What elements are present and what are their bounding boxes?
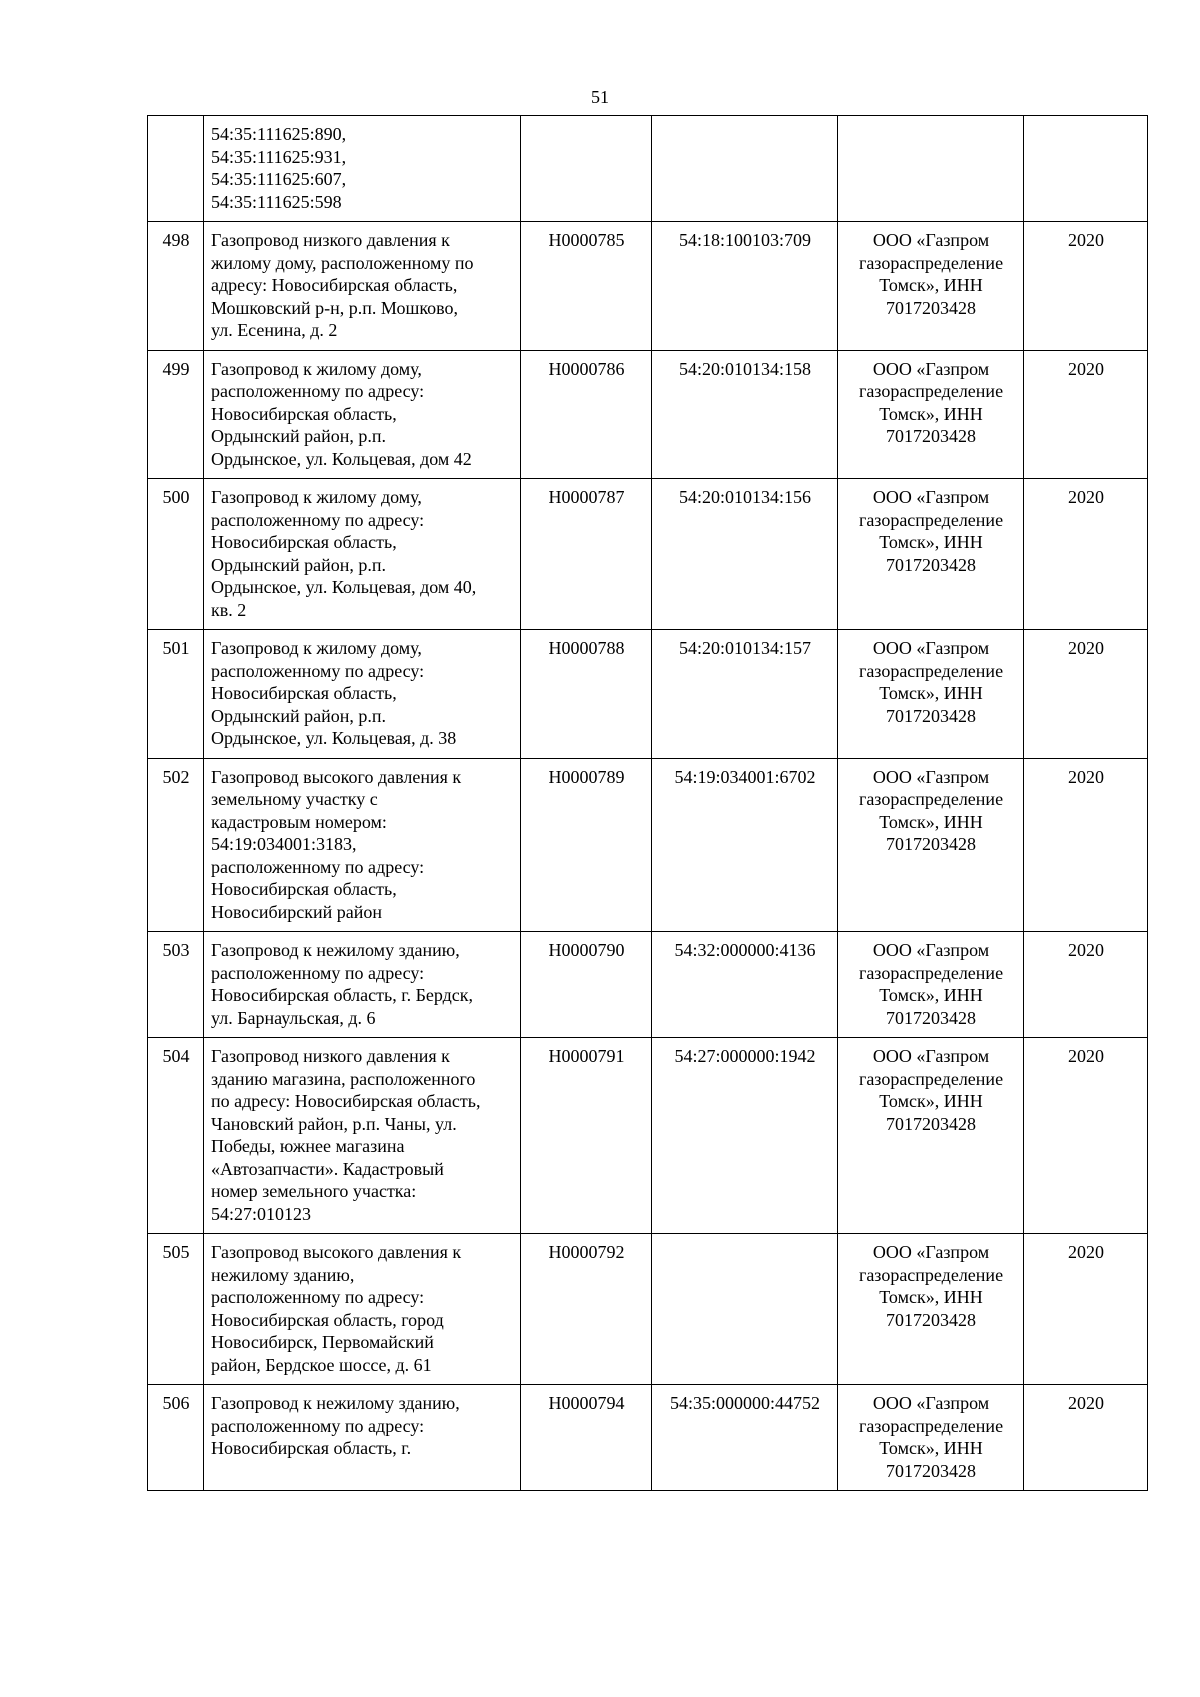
year-cell: 2020: [1024, 1385, 1148, 1491]
row-number-cell: 503: [148, 932, 204, 1038]
description-line: расположенному по адресу:: [211, 509, 425, 530]
description-line: ул. Барнаульская, д. 6: [211, 1007, 376, 1028]
year-cell: 2020: [1024, 630, 1148, 759]
description-line: Газопровод к жилому дому,: [211, 487, 422, 507]
description-line: Новосибирская область, г. Бердск,: [211, 985, 474, 1005]
description-line: 54:19:034001:3183,: [211, 834, 357, 854]
table-row: [148, 1038, 1148, 1234]
description-line: кадастровым номером:: [211, 811, 387, 832]
owner-cell: [838, 1038, 1024, 1234]
description-line: по адресу: Новосибирская область,: [211, 1091, 481, 1111]
owner-line: ООО «Газпром: [872, 358, 990, 379]
owner-line: ООО «Газпром: [872, 1393, 990, 1413]
description-line: Новосибирская область, город: [211, 1309, 444, 1330]
description-line: Новосибирская область,: [211, 879, 397, 899]
year-cell: 2020: [1024, 479, 1148, 630]
description-line: 54:27:010123: [211, 1203, 312, 1224]
table-row: [148, 222, 1148, 351]
owner-line: 7017203428: [886, 297, 976, 318]
cadastral-number-cell: 54:20:010134:158: [652, 350, 838, 479]
owner-line: Томск», ИНН: [879, 683, 983, 703]
row-number-cell: 502: [148, 758, 204, 932]
owner-line: газораспределение: [858, 1264, 1004, 1285]
owner-line: Томск», ИНН: [879, 1091, 983, 1111]
cadastral-number-cell: 54:35:000000:44752: [652, 1385, 838, 1491]
description-line: район, Бердское шоссе, д. 61: [211, 1354, 432, 1375]
owner-cell: [838, 116, 1024, 222]
inventory-code-cell: Н0000788: [521, 630, 652, 759]
owner-cell: [838, 758, 1024, 932]
owner-line: Томск», ИНН: [879, 1287, 983, 1307]
object-description-cell: [204, 1385, 521, 1491]
owner-line: 7017203428: [886, 1113, 976, 1134]
description-line: Газопровод низкого давления к: [211, 230, 450, 250]
owner-cell: [838, 1234, 1024, 1385]
description-line: расположенному по адресу:: [211, 660, 425, 681]
page-number: 51: [591, 87, 609, 107]
owner-cell: [838, 222, 1024, 351]
owner-line: ООО «Газпром: [872, 487, 990, 507]
table-row: [148, 350, 1148, 479]
object-description-cell: [204, 222, 521, 351]
object-description-cell: [204, 630, 521, 759]
description-line: Ордынский район, р.п.: [211, 426, 387, 446]
year-cell: 2020: [1024, 1234, 1148, 1385]
object-description-cell: [204, 932, 521, 1038]
year-cell: 2020: [1024, 1038, 1148, 1234]
owner-line: газораспределение: [858, 660, 1004, 681]
registry-table-body: [148, 116, 1148, 1491]
registry-table: [147, 115, 1148, 1491]
cadastral-number-cell: [652, 1234, 838, 1385]
description-line: «Автозапчасти». Кадастровый: [211, 1158, 444, 1179]
description-line: 54:35:111625:598: [211, 191, 342, 212]
owner-line: газораспределение: [858, 252, 1004, 273]
year-cell: [1024, 116, 1148, 222]
owner-line: ООО «Газпром: [872, 940, 990, 960]
description-line: Новосибирская область,: [211, 532, 397, 552]
description-line: Новосибирский район: [211, 901, 382, 922]
owner-line: газораспределение: [858, 962, 1004, 983]
inventory-code-cell: [521, 116, 652, 222]
description-line: Ордынское, ул. Кольцевая, дом 42: [211, 448, 472, 469]
description-line: зданию магазина, расположенного: [211, 1068, 476, 1089]
owner-cell: [838, 1385, 1024, 1491]
row-number-cell: 506: [148, 1385, 204, 1491]
table-row: [148, 479, 1148, 630]
description-line: нежилому зданию,: [211, 1264, 355, 1285]
description-line: адресу: Новосибирская область,: [211, 275, 458, 295]
description-line: Чановский район, р.п. Чаны, ул.: [211, 1113, 457, 1134]
inventory-code-cell: Н0000785: [521, 222, 652, 351]
inventory-code-cell: Н0000787: [521, 479, 652, 630]
table-row: [148, 932, 1148, 1038]
description-line: земельному участку с: [211, 789, 378, 809]
description-line: ул. Есенина, д. 2: [211, 320, 338, 340]
inventory-code-cell: Н0000790: [521, 932, 652, 1038]
cadastral-number-cell: 54:18:100103:709: [652, 222, 838, 351]
cadastral-number-cell: 54:27:000000:1942: [652, 1038, 838, 1234]
description-line: Ордынское, ул. Кольцевая, д. 38: [211, 728, 457, 748]
description-line: 54:35:111625:607,: [211, 169, 347, 189]
row-number-cell: 498: [148, 222, 204, 351]
row-number-cell: 500: [148, 479, 204, 630]
year-cell: 2020: [1024, 932, 1148, 1038]
owner-line: 7017203428: [886, 705, 976, 726]
description-line: кв. 2: [211, 599, 247, 620]
table-row: [148, 630, 1148, 759]
description-line: Газопровод низкого давления к: [211, 1046, 450, 1066]
table-row: [148, 1385, 1148, 1491]
owner-line: Томск», ИНН: [879, 275, 983, 295]
owner-line: газораспределение: [858, 1068, 1004, 1089]
description-line: Газопровод высокого давления к: [211, 766, 462, 787]
description-line: Ордынское, ул. Кольцевая, дом 40,: [211, 577, 477, 597]
description-line: расположенному по адресу:: [211, 856, 425, 877]
description-line: 54:35:111625:931,: [211, 146, 347, 167]
table-row: [148, 1234, 1148, 1385]
object-description-cell: [204, 479, 521, 630]
description-line: Новосибирская область,: [211, 403, 397, 424]
description-line: Новосибирская область, г.: [211, 1438, 412, 1458]
description-line: Газопровод к жилому дому,: [211, 358, 422, 379]
inventory-code-cell: Н0000786: [521, 350, 652, 479]
owner-line: ООО «Газпром: [872, 1046, 990, 1066]
table-row: [148, 116, 1148, 222]
owner-cell: [838, 932, 1024, 1038]
owner-line: газораспределение: [858, 381, 1004, 401]
inventory-code-cell: Н0000791: [521, 1038, 652, 1234]
object-description-cell: [204, 350, 521, 479]
owner-line: газораспределение: [858, 1415, 1004, 1436]
owner-cell: [838, 479, 1024, 630]
description-line: Новосибирская область,: [211, 683, 397, 703]
description-line: расположенному по адресу:: [211, 1415, 425, 1436]
owner-line: 7017203428: [886, 1460, 976, 1481]
description-line: расположенному по адресу:: [211, 381, 425, 401]
description-line: Ордынский район, р.п.: [211, 705, 387, 726]
owner-line: 7017203428: [886, 554, 976, 575]
description-line: расположенному по адресу:: [211, 962, 425, 983]
year-cell: 2020: [1024, 758, 1148, 932]
description-line: Победы, южнее магазина: [211, 1136, 405, 1156]
owner-line: 7017203428: [886, 1309, 976, 1330]
row-number-cell: 499: [148, 350, 204, 479]
description-line: Новосибирск, Первомайский: [211, 1332, 434, 1352]
owner-cell: [838, 350, 1024, 479]
year-cell: 2020: [1024, 350, 1148, 479]
row-number-cell: 501: [148, 630, 204, 759]
owner-line: ООО «Газпром: [872, 638, 990, 658]
object-description-cell: [204, 1234, 521, 1385]
cadastral-number-cell: [652, 116, 838, 222]
description-line: Газопровод высокого давления к: [211, 1242, 462, 1262]
owner-line: ООО «Газпром: [872, 766, 990, 787]
description-line: 54:35:111625:890,: [211, 124, 347, 144]
owner-line: газораспределение: [858, 789, 1004, 809]
row-number-cell: 505: [148, 1234, 204, 1385]
owner-line: Томск», ИНН: [879, 811, 983, 832]
cadastral-number-cell: 54:19:034001:6702: [652, 758, 838, 932]
row-number-cell: [148, 116, 204, 222]
object-description-cell: [204, 1038, 521, 1234]
owner-line: ООО «Газпром: [872, 230, 990, 250]
owner-line: Томск», ИНН: [879, 1438, 983, 1458]
description-line: Ордынский район, р.п.: [211, 554, 387, 575]
inventory-code-cell: Н0000789: [521, 758, 652, 932]
cadastral-number-cell: 54:32:000000:4136: [652, 932, 838, 1038]
row-number-cell: 504: [148, 1038, 204, 1234]
owner-line: газораспределение: [858, 509, 1004, 530]
description-line: жилому дому, расположенному по: [211, 252, 474, 273]
owner-line: Томск», ИНН: [879, 403, 983, 424]
cadastral-number-cell: 54:20:010134:157: [652, 630, 838, 759]
description-line: номер земельного участка:: [211, 1181, 417, 1201]
description-line: Мошковский р-н, р.п. Мошково,: [211, 297, 459, 318]
owner-line: 7017203428: [886, 426, 976, 446]
cadastral-number-cell: 54:20:010134:156: [652, 479, 838, 630]
year-cell: 2020: [1024, 222, 1148, 351]
description-line: Газопровод к нежилому зданию,: [211, 940, 460, 960]
inventory-code-cell: Н0000792: [521, 1234, 652, 1385]
owner-line: 7017203428: [886, 834, 976, 854]
owner-line: Томск», ИНН: [879, 985, 983, 1005]
owner-line: ООО «Газпром: [872, 1242, 990, 1262]
description-line: Газопровод к жилому дому,: [211, 638, 422, 658]
inventory-code-cell: Н0000794: [521, 1385, 652, 1491]
owner-line: 7017203428: [886, 1007, 976, 1028]
description-line: расположенному по адресу:: [211, 1287, 425, 1307]
object-description-cell: [204, 116, 521, 222]
owner-line: Томск», ИНН: [879, 532, 983, 552]
description-line: Газопровод к нежилому зданию,: [211, 1393, 460, 1413]
owner-cell: [838, 630, 1024, 759]
table-row: [148, 758, 1148, 932]
object-description-cell: [204, 758, 521, 932]
